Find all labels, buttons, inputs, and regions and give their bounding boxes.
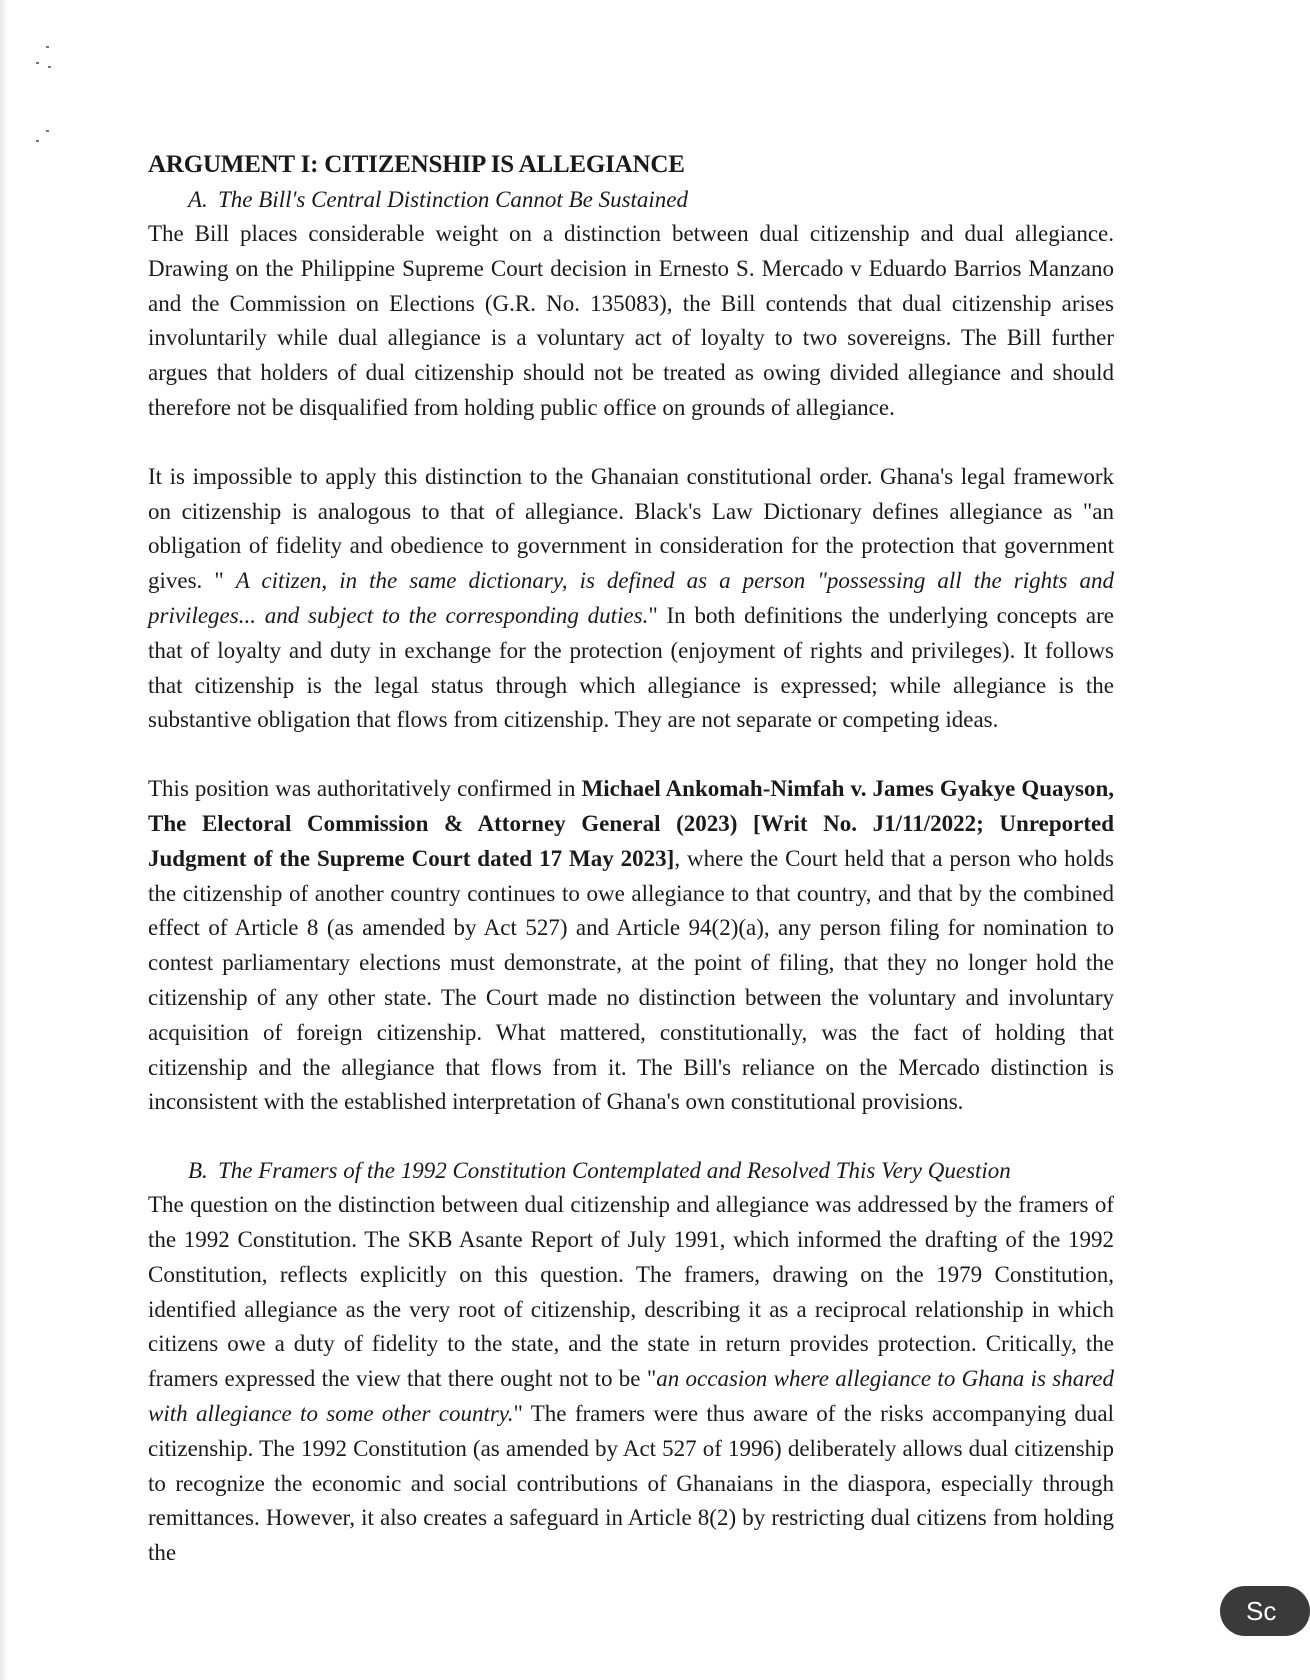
section-a-heading (148, 183, 1114, 217)
scroll-button[interactable]: Sc (1220, 1586, 1310, 1636)
paragraph-2-text-b: " In both definitions the underlying concepts are that of loyalty and duty in exchange for the protection (enjoyment of rights and privileges). It follows that citizenship is the legal status through which allegiance is expressed; while allegiance is the substantive obligation that flows from citizenship. They are not separate or competing ideas. (148, 602, 1114, 733)
paragraph-4-text-a: The question on the distinction between dual citizenship and allegiance was addressed by the framers of the 1992 Constitution. The SKB Asante Report of July 1991, which informed the drafting of the 1992 Constitution, reflects explicitly on this question. The framers, drawing on the 1979 Constitution, identified allegiance as the very root of citizenship, describing it as a reciprocal relationship in which citizens owe a duty of fidelity to the state, and the state in return provides protection. Critically, the framers expressed the view that there ought not to be " (148, 1192, 1114, 1392)
document-page (148, 148, 1114, 1571)
case-citation: Michael Ankomah-Nimfah v. James Gyakye Quayson, The Electoral Commission & Attorney General (2023) [Writ No. J1/11/2022; Unreported Judgment of the Supreme Court dated 17 May 2023] (148, 776, 1114, 871)
paragraph-2-citizen-definition: A citizen, in the same dictionary, is defined as a person "possessing all the rights and privileges... and subject to the corresponding duties. (148, 568, 1114, 628)
paragraph-3-text-b: , where the Court held that a person who holds the citizenship of another country continues to owe allegiance to that country, and that by the combined effect of Article 8 (as amended by Act 527) and Article 94(2)(a), any person filing for nomination to contest parliamentary elections must demonstrate, at the point of filing, that they no longer hold the citizenship of any other state. The Court made no distinction between the voluntary and involuntary acquisition of foreign citizenship. What mattered, constitutionally, was the fact of holding that citizenship and the allegiance that flows from it. The Bill's reliance on the Mercado distinction is inconsistent with the established interpretation of Ghana's own constitutional provisions. (148, 845, 1114, 1115)
argument-heading: ARGUMENT I: CITIZENSHIP IS ALLEGIANCE (148, 151, 685, 178)
paragraph-4 (148, 1188, 1114, 1571)
scan-speck (46, 46, 49, 48)
paragraph-3 (148, 772, 1114, 1120)
section-b-marker: B. (188, 1158, 208, 1184)
scan-speck (36, 140, 39, 142)
scan-speck (36, 62, 39, 64)
section-a-title: The Bill's Central Distinction Cannot Be Sustained (218, 187, 689, 212)
scan-speck (48, 66, 51, 68)
scan-edge-shadow (0, 0, 8, 1680)
framers-quote: an occasion where allegiance to Ghana is shared with allegiance to some other country. (148, 1366, 1115, 1426)
paragraph-1: The Bill places considerable weight on a distinction between dual citizenship and dual allegiance. Drawing on the Philippine Supreme Court decision in Ernesto S. Mercado v Eduardo Barrios Manzano and the Commission on Elections (G.R. No. 135083), the Bill contends that dual citizenship arises involuntarily while dual allegiance is a voluntary act of loyalty to two sovereigns. The Bill further argues that holders of dual citizenship should not be treated as owing divided allegiance and should therefore not be disqualified from holding public office on grounds of allegiance. (148, 221, 1114, 420)
paragraph-2-text-a: It is impossible to apply this distinction to the Ghanaian constitutional order. Ghana's legal framework on citizenship is analogous to that of allegiance. Black's Law Dictionary defines allegiance as "an obligation of fidelity and obedience to government in consideration for the protection that government gives. " (148, 463, 1114, 594)
section-b-title: The Framers of the 1992 Constitution Contemplated and Resolved This Very Question (218, 1158, 1011, 1184)
paragraph-3-text-a: This position was authoritatively confirmed in (148, 776, 582, 802)
paragraph-2 (148, 460, 1114, 738)
section-a-marker: A. (188, 187, 208, 212)
section-b-heading (148, 1154, 1114, 1188)
scan-speck (46, 130, 49, 132)
paragraph-4-text-b: " The framers were thus aware of the risks accompanying dual citizenship. The 1992 Constitution (as amended by Act 527 of 1996) deliberately allows dual citizenship to recognize the economic and social contributions of Ghanaians in the diaspora, especially through remittances. However, it also creates a safeguard in Article 8(2) by restricting dual citizens from holding the (148, 1400, 1114, 1566)
